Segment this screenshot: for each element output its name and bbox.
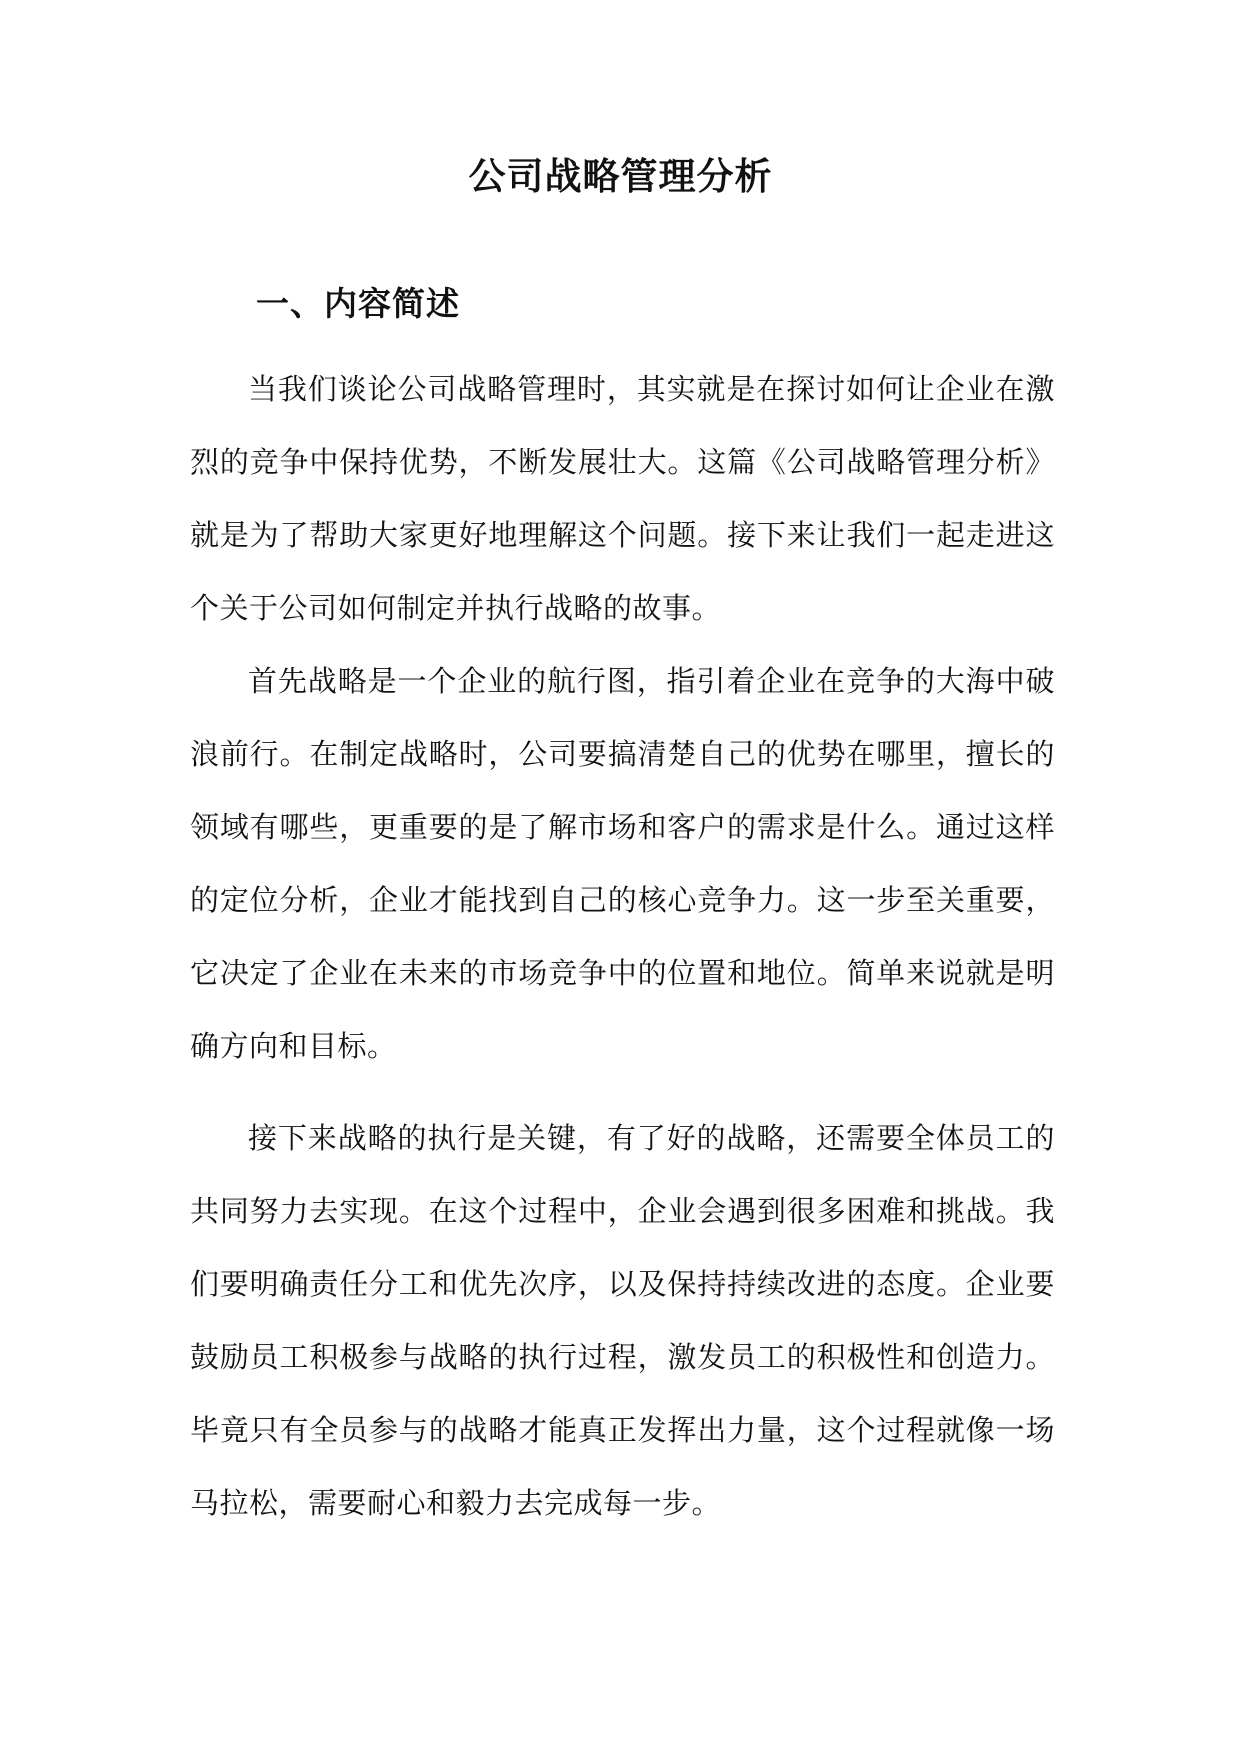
document-title: 公司战略管理分析 xyxy=(468,154,773,198)
paragraph-2: 首先战略是一个企业的航行图，指引着企业在竞争的大海中破浪前行。在制定战略时，公司要搞清楚自己的优势在哪里，擅长的领域有哪些，更重要的是了解市场和客户的需求是什么。通过这样的定位分析，企业才能找到自己的核心竞争力。这一步至关重要，它决定了企业在未来的市场竞争中的位置和地位。简单来说就是明确方向和目标。 xyxy=(190,664,1055,1063)
paragraph-3: 接下来战略的执行是关键，有了好的战略，还需要全体员工的共同努力去实现。在这个过程中，企业会遇到很多困难和挑战。我们要明确责任分工和优先次序，以及保持持续改进的态度。企业要鼓励员工积极参与战略的执行过程，激发员工的积极性和创造力。毕竟只有全员参与的战略才能真正发挥出力量，这个过程就像一场马拉松，需要耐心和毅力去完成每一步。 xyxy=(190,1121,1055,1520)
paragraph-1: 当我们谈论公司战略管理时，其实就是在探讨如何让企业在激烈的竞争中保持优势，不断发展壮大。这篇《公司战略管理分析》就是为了帮助大家更好地理解这个问题。接下来让我们一起走进这个关于公司如何制定并执行战略的故事。 xyxy=(190,372,1055,625)
section-heading: 一、内容简述 xyxy=(256,284,460,323)
